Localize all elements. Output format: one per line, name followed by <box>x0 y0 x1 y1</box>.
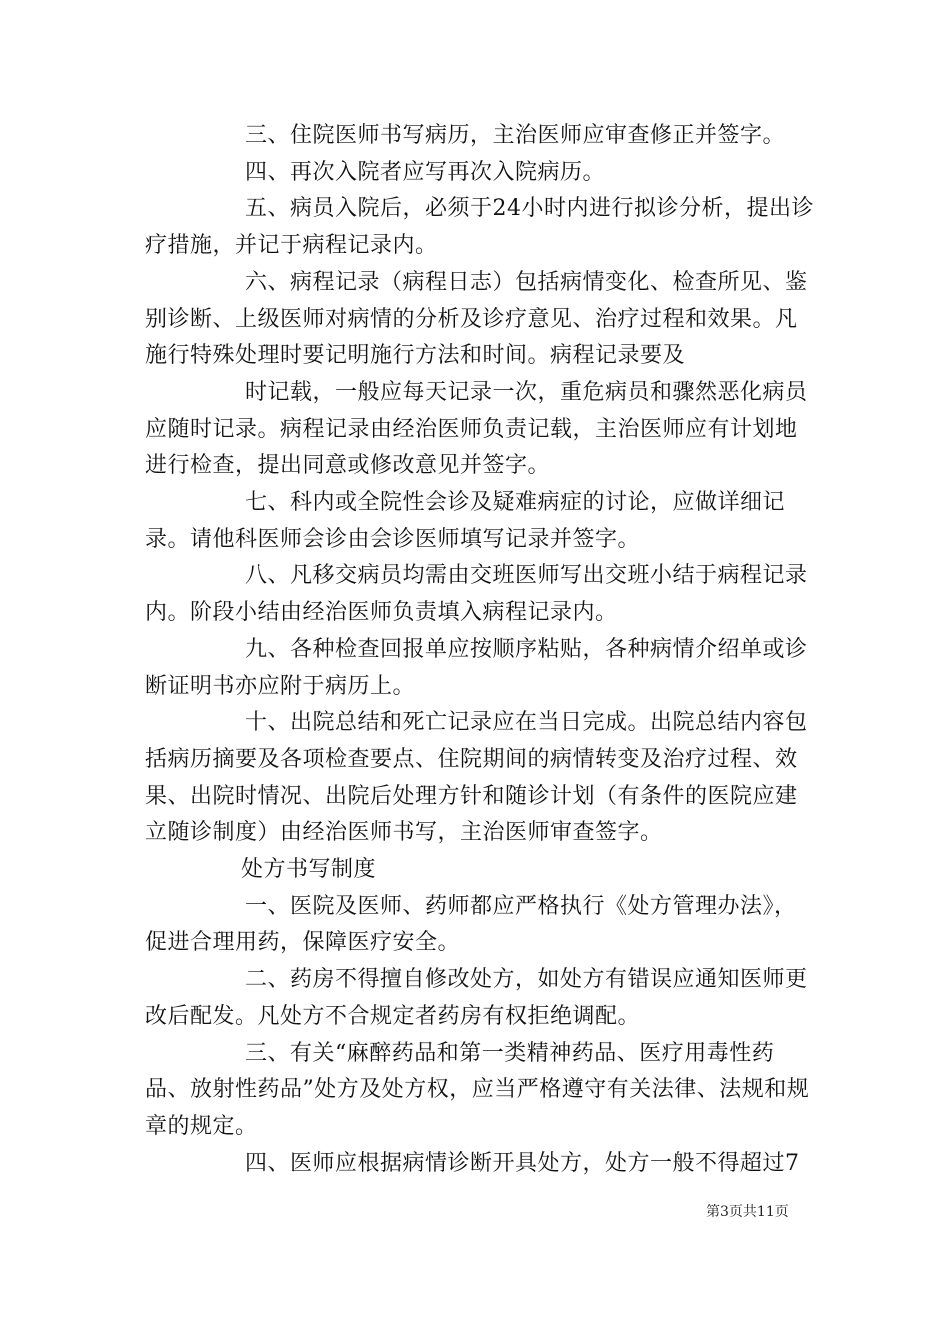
paragraph-6: 六、病程记录（病程日志）包括病情变化、检查所见、鉴别诊断、上级医师对病情的分析及诊疗意见、治疗过程和效果。凡施行特殊处理时要记明施行方法和时间。病程记录要及 <box>145 269 808 369</box>
document-body <box>145 118 815 1182</box>
prescription-item-1: 一、医院及医师、药师都应严格执行《处方管理办法》，促进合理用药，保障医疗安全。 <box>145 893 797 956</box>
paragraph-6-continued: 时记载，一般应每天记录一次，重危病员和骤然恶化病员应随时记录。病程记录由经治医师负责记载，主治医师应有计划地进行检查，提出同意或修改意见并签字。 <box>145 379 808 479</box>
prescription-item-4: 四、医师应根据病情诊断开具处方，处方一般不得超过7 <box>245 1150 800 1176</box>
paragraph-4: 四、再次入院者应写再次入院病历。 <box>245 159 606 185</box>
paragraph-10: 十、出院总结和死亡记录应在当日完成。出院总结内容包括病历摘要及各项检查要点、住院期间的病情转变及治疗过程、效果、出院时情况、出院后处理方针和随诊计划（有条件的医院应建立随诊制度）由经治医师书写，主治医师审查签字。 <box>145 710 808 846</box>
prescription-item-3: 三、有关“麻醉药品和第一类精神药品、医疗用毒性药品、放射性药品”处方及处方权，应当严格遵守有关法律、法规和规章的规定。 <box>145 1040 810 1139</box>
page-number-footer: 第3页共11页 <box>706 1204 789 1220</box>
paragraph-5: 五、病员入院后，必须于24小时内进行拟诊分析，提出诊疗措施，并记于病程记录内。 <box>145 196 814 259</box>
prescription-item-2: 二、药房不得擅自修改处方，如处方有错误应通知医师更改后配发。凡处方不合规定者药房有权拒绝调配。 <box>145 967 808 1029</box>
paragraph-9: 九、各种检查回报单应按顺序粘贴，各种病情介绍单或诊断证明书亦应附于病历上。 <box>145 636 808 699</box>
paragraph-7: 七、科内或全院性会诊及疑难病症的讨论，应做详细记录。请他科医师会诊由会诊医师填写记录并签字。 <box>145 490 786 552</box>
paragraph-8: 八、凡移交病员均需由交班医师写出交班小结于病程记录内。阶段小结由经治医师负责填入病程记录内。 <box>145 563 808 626</box>
paragraph-3: 三、住院医师书写病历，主治医师应审查修正并签字。 <box>245 123 786 148</box>
section-heading: 处方书写制度 <box>241 857 377 883</box>
